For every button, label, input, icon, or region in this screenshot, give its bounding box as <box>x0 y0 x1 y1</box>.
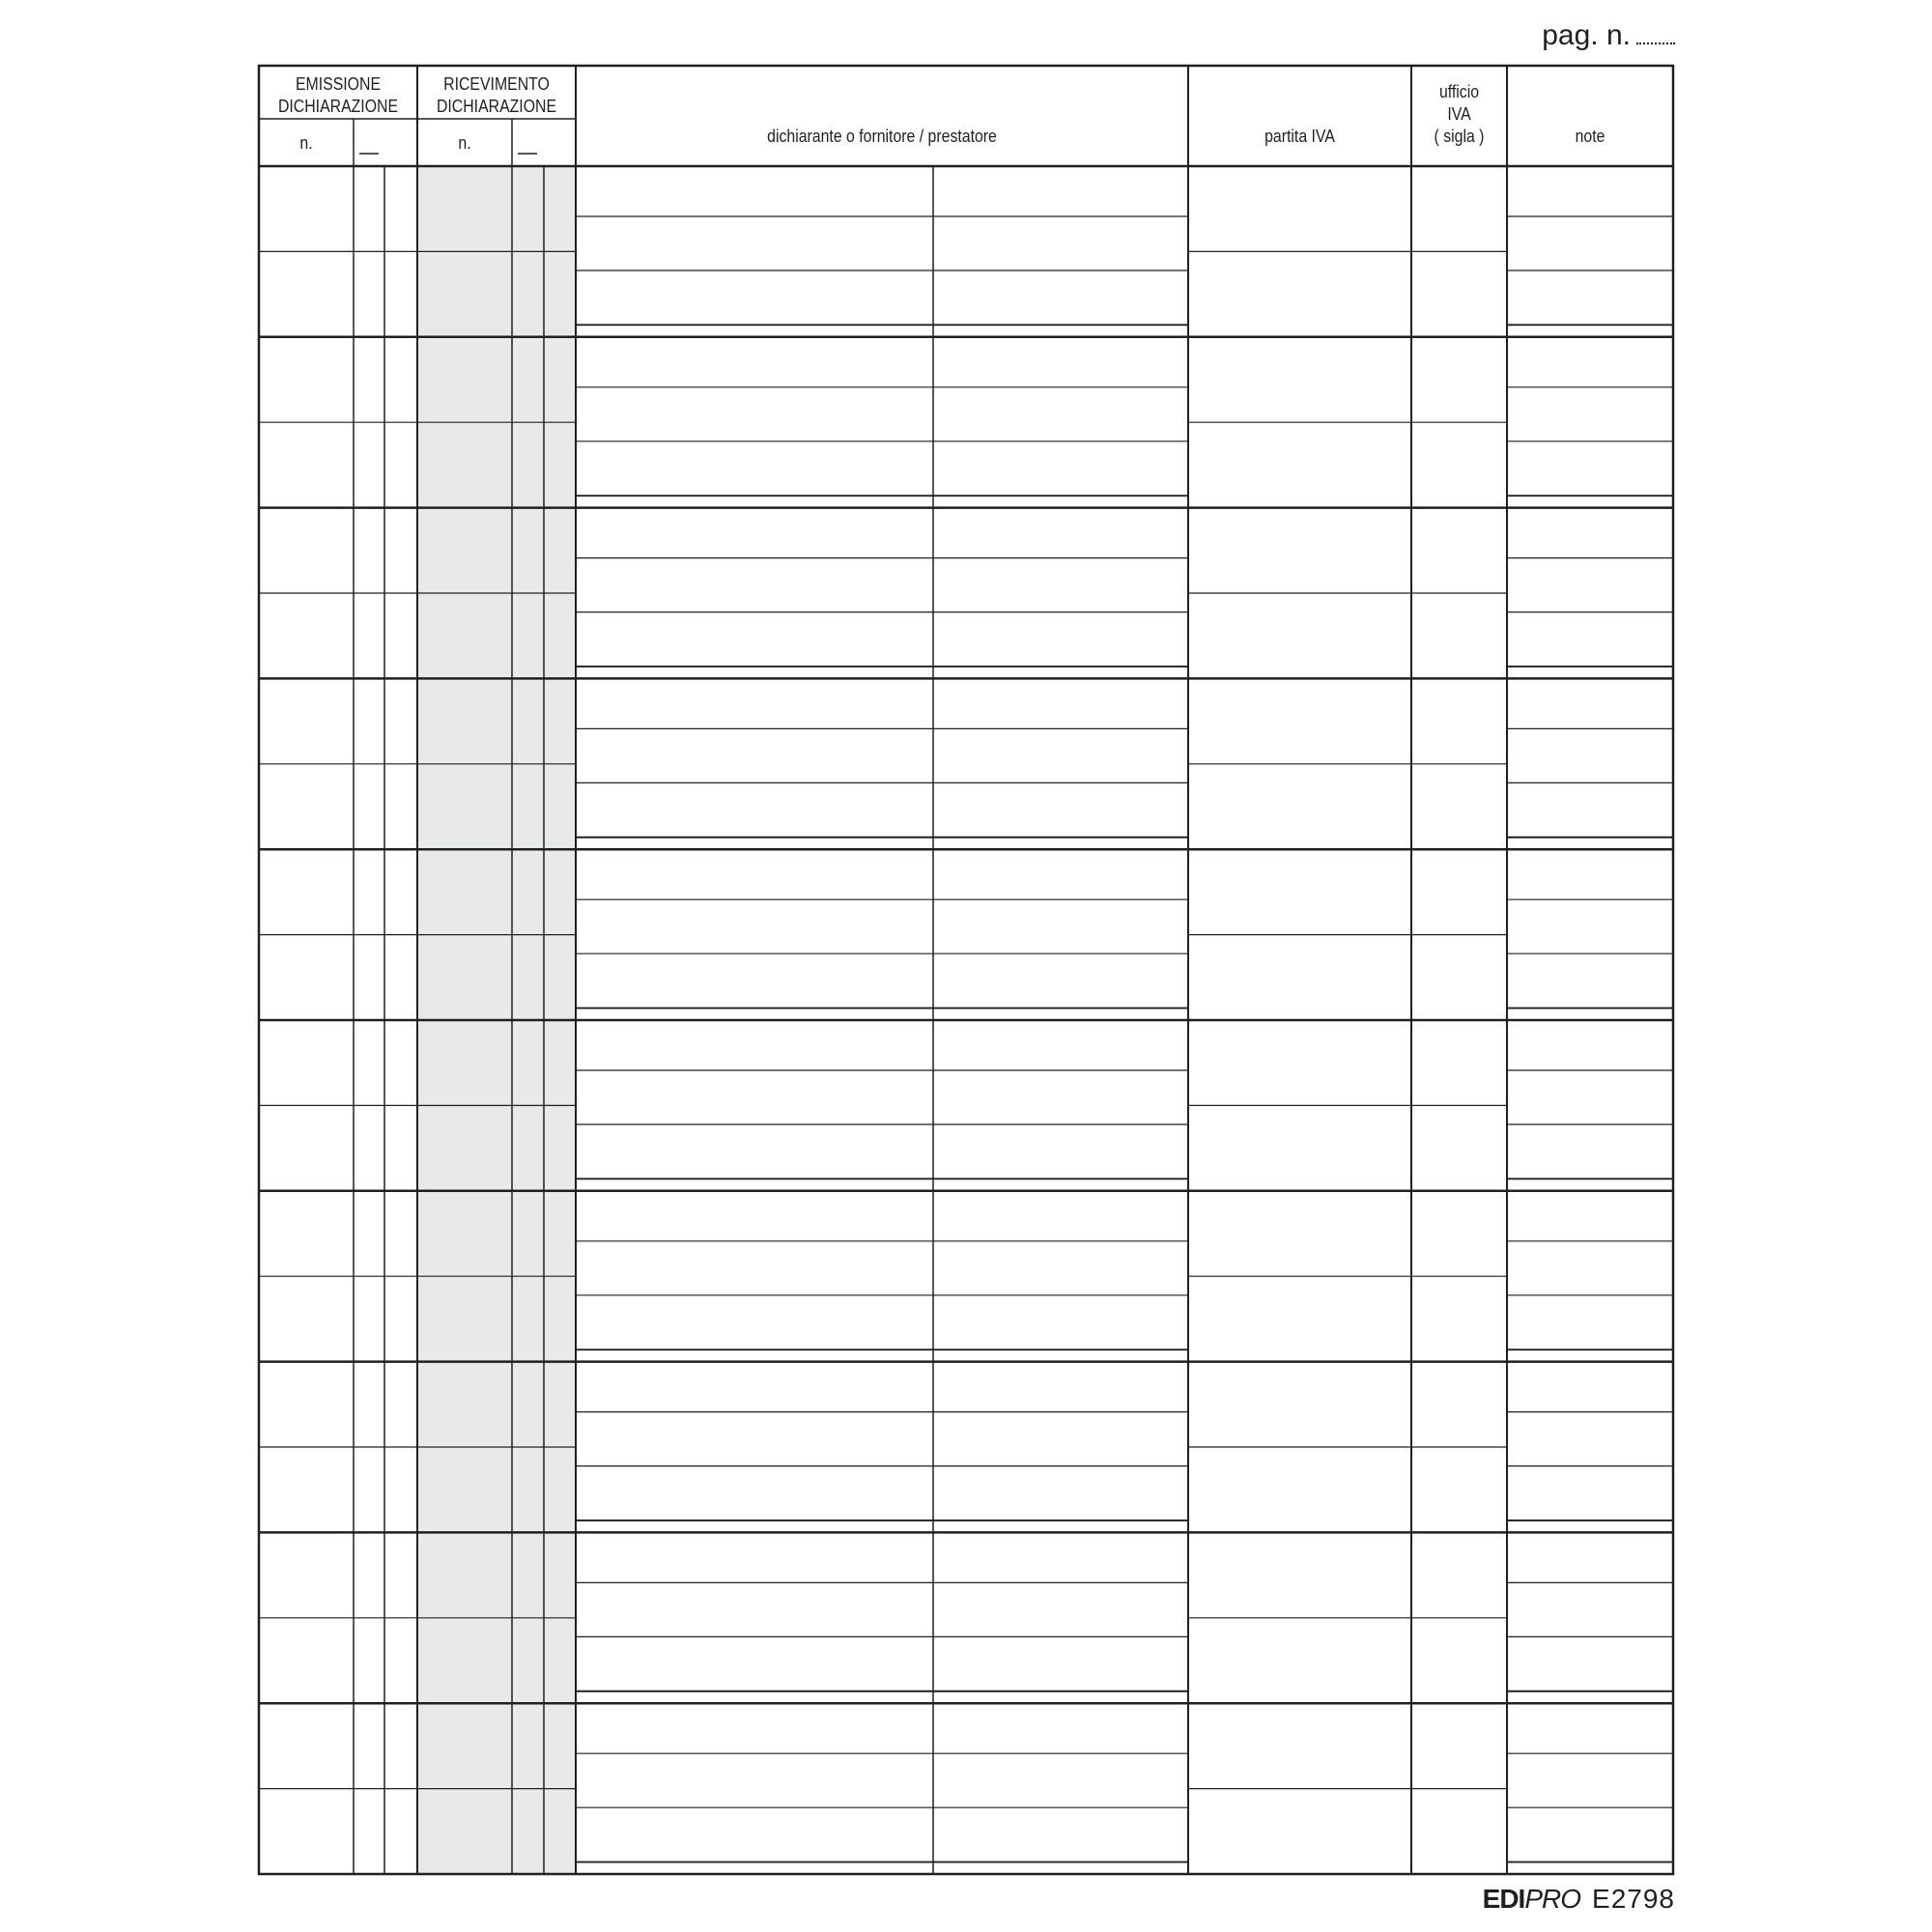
header-emissione: EMISSIONE DICHIARAZIONE <box>277 74 399 116</box>
page-number-text: pag. n. <box>1542 19 1631 51</box>
header-note: note <box>1575 127 1605 146</box>
form-code: E2798 <box>1592 1884 1675 1914</box>
footer-brand <box>1483 1884 1675 1915</box>
header-ufficio-iva: ufficio IVA ( sigla ) <box>1434 82 1485 146</box>
header-n-ricevimento: n. <box>458 133 471 153</box>
header-dichiarante: dichiarante o fornitore / prestatore <box>767 127 997 146</box>
header-partita-iva: partita IVA <box>1264 127 1335 146</box>
header-ricevimento: RICEVIMENTO DICHIARAZIONE <box>436 74 557 116</box>
header-n-emissione: n. <box>299 133 313 153</box>
brand-logo: EDIPRO <box>1482 1884 1581 1914</box>
